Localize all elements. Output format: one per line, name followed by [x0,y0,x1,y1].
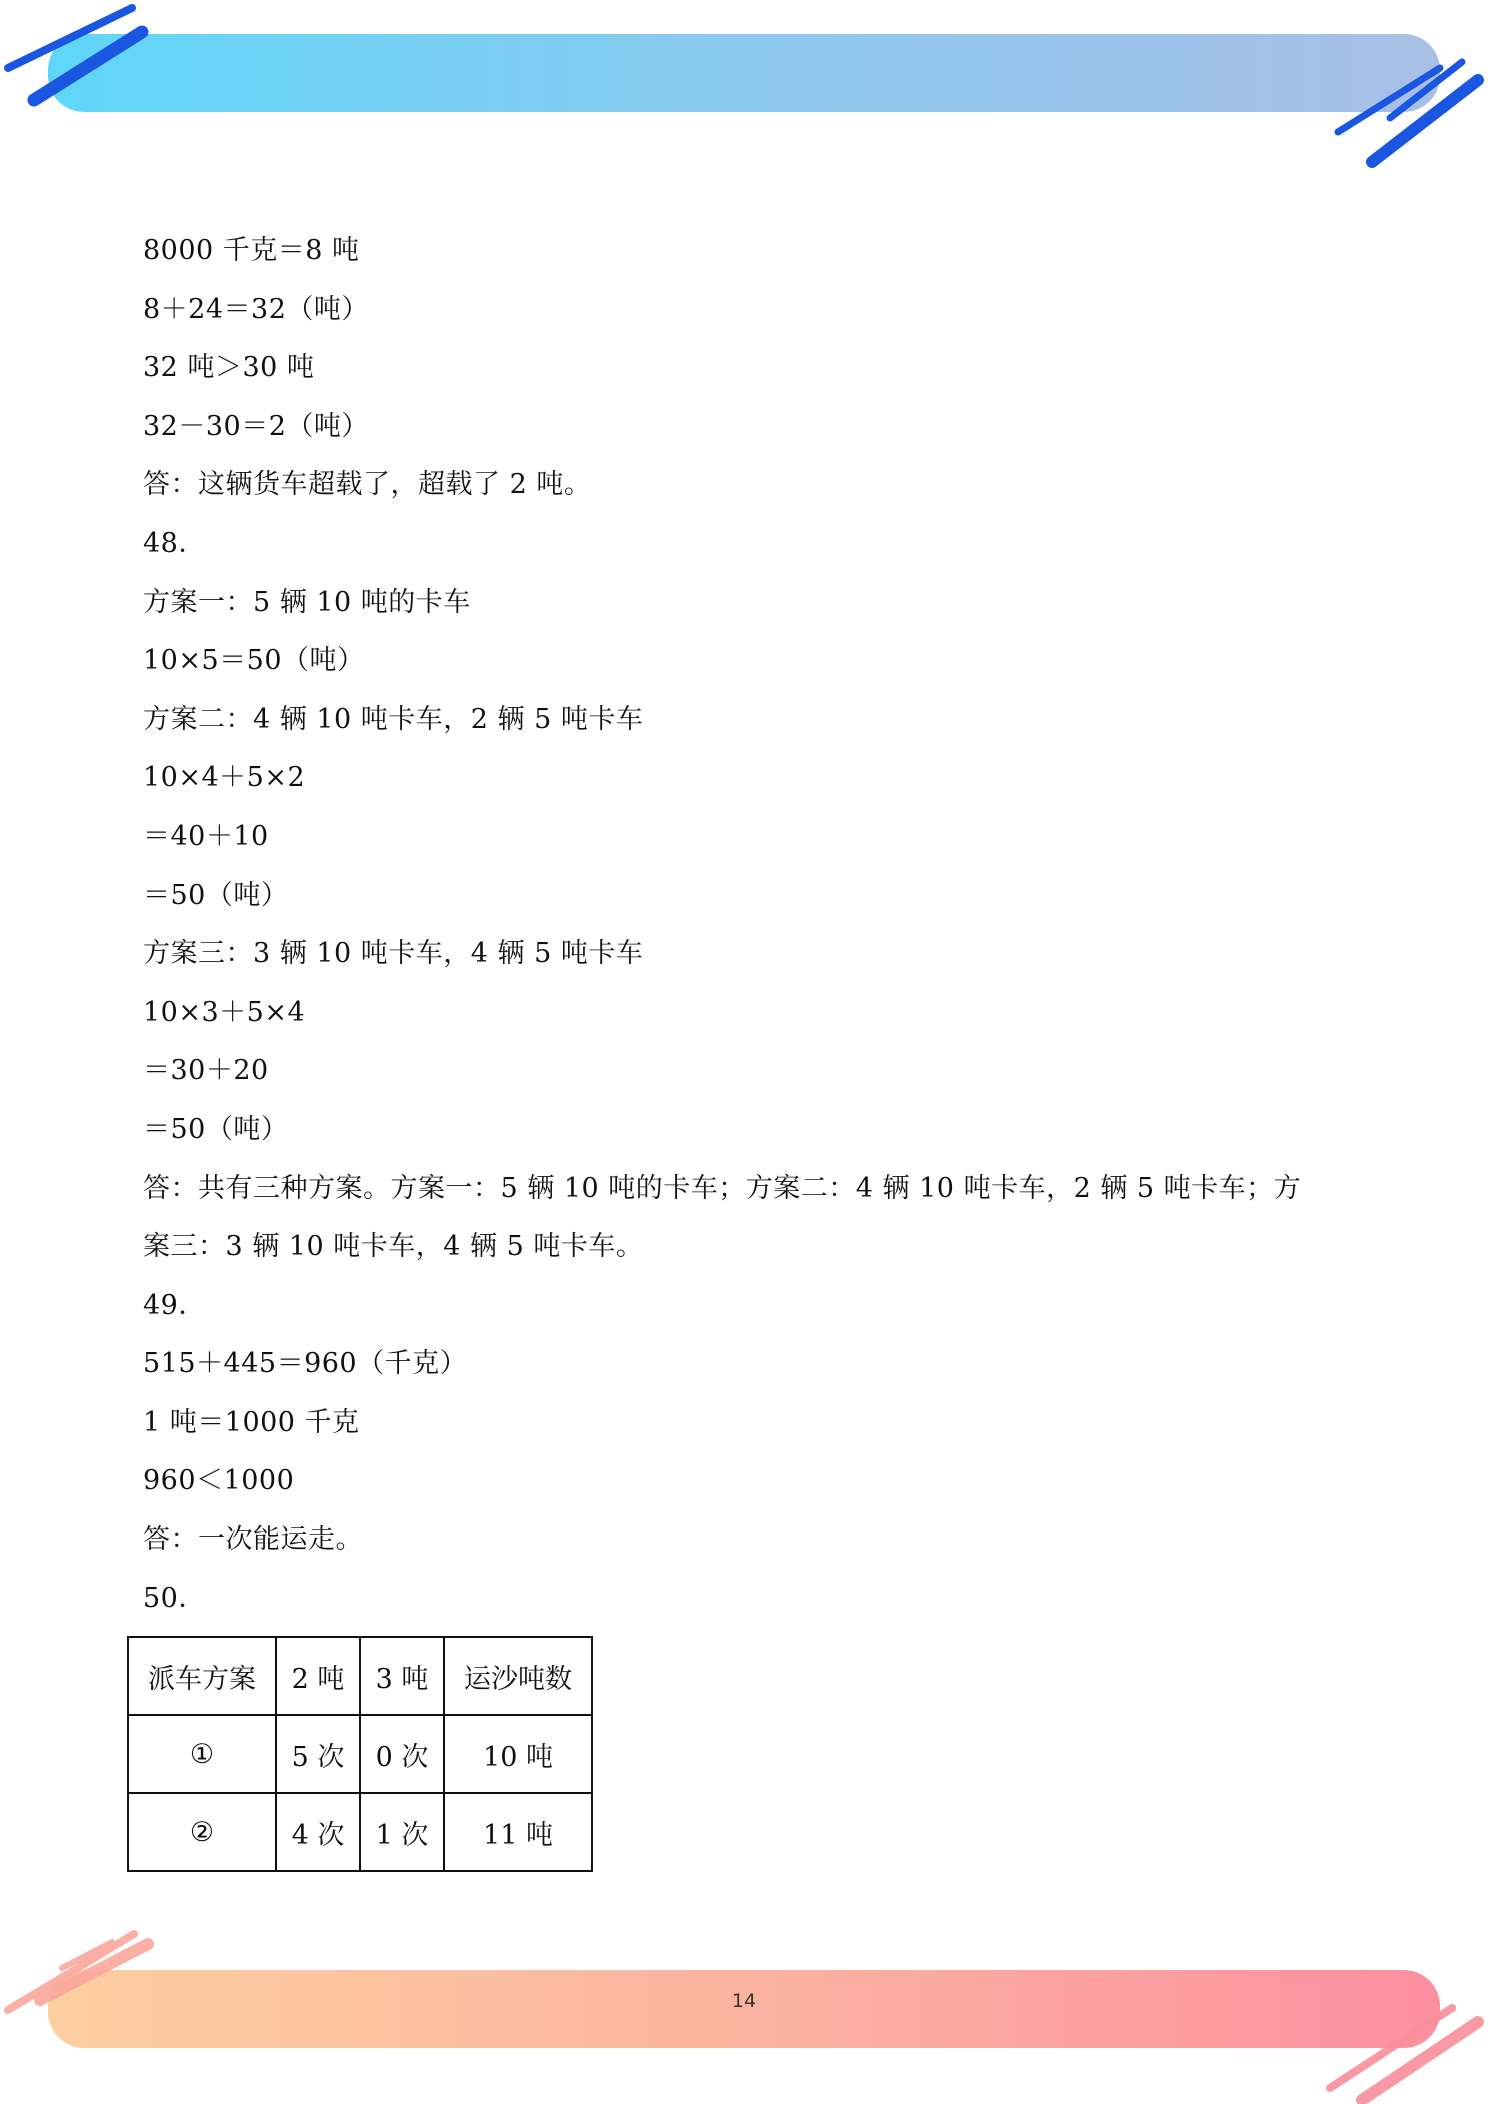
text-line: 960＜1000 [143,1465,295,1497]
question-number: 48． [143,527,206,559]
answer-content [143,222,1353,1872]
text-line: 方案三：3 辆 10 吨卡车，4 辆 5 吨卡车 [143,938,644,970]
table-row [128,1715,592,1793]
text-line: 8000 千克＝8 吨 [143,235,360,266]
text-line: 10×5＝50（吨） [143,645,365,677]
text-line: 32 吨＞30 吨 [143,352,315,384]
answer-line: 答：一次能运走。 [143,1524,363,1556]
text-line: 515＋445＝960（千克） [143,1348,468,1380]
table-cell: 5 次 [276,1715,360,1793]
table-header-cell: 3 吨 [360,1637,444,1715]
answer-line: 案三：3 辆 10 吨卡车，4 辆 5 吨卡车。 [143,1231,644,1263]
text-line: 方案二：4 辆 10 吨卡车，2 辆 5 吨卡车 [143,703,644,735]
table-cell: 11 吨 [444,1793,592,1871]
table-header-cell: 2 吨 [276,1637,360,1715]
table-cell: 0 次 [360,1715,444,1793]
text-line: ＝50（吨） [143,879,289,911]
text-line: 10×4＋5×2 [143,762,306,794]
table-header-row [128,1637,592,1715]
text-line: ＝30＋20 [143,1055,269,1087]
text-line: 10×3＋5×4 [143,996,306,1028]
answer-line: 答：共有三种方案。方案一：5 辆 10 吨的卡车；方案二：4 辆 10 吨卡车，2 辆 5 吨卡车；方 [143,1172,1302,1204]
text-line: ＝40＋10 [143,820,269,852]
dispatch-plan-table [127,1636,593,1872]
table-cell: 10 吨 [444,1715,592,1793]
table-cell: ② [128,1793,276,1871]
page-number: 14 [731,1990,757,2012]
answer-line: 答：这辆货车超载了，超载了 2 吨。 [143,469,592,501]
table-row [128,1793,592,1871]
question-number: 49． [143,1289,206,1321]
table-cell: ① [128,1715,276,1793]
text-line: ＝50（吨） [143,1113,289,1145]
table-cell: 4 次 [276,1793,360,1871]
text-line: 1 吨＝1000 千克 [143,1406,360,1438]
text-line: 32－30＝2（吨） [143,410,369,442]
footer-stripes-right [1330,2008,1478,2100]
table-cell: 1 次 [360,1793,444,1871]
text-line: 方案一：5 辆 10 吨的卡车 [143,586,471,618]
question-number: 50． [143,1582,206,1614]
table-header-cell: 派车方案 [128,1637,276,1715]
table-header-cell: 运沙吨数 [444,1637,592,1715]
text-line: 8＋24＝32（吨） [143,293,369,325]
